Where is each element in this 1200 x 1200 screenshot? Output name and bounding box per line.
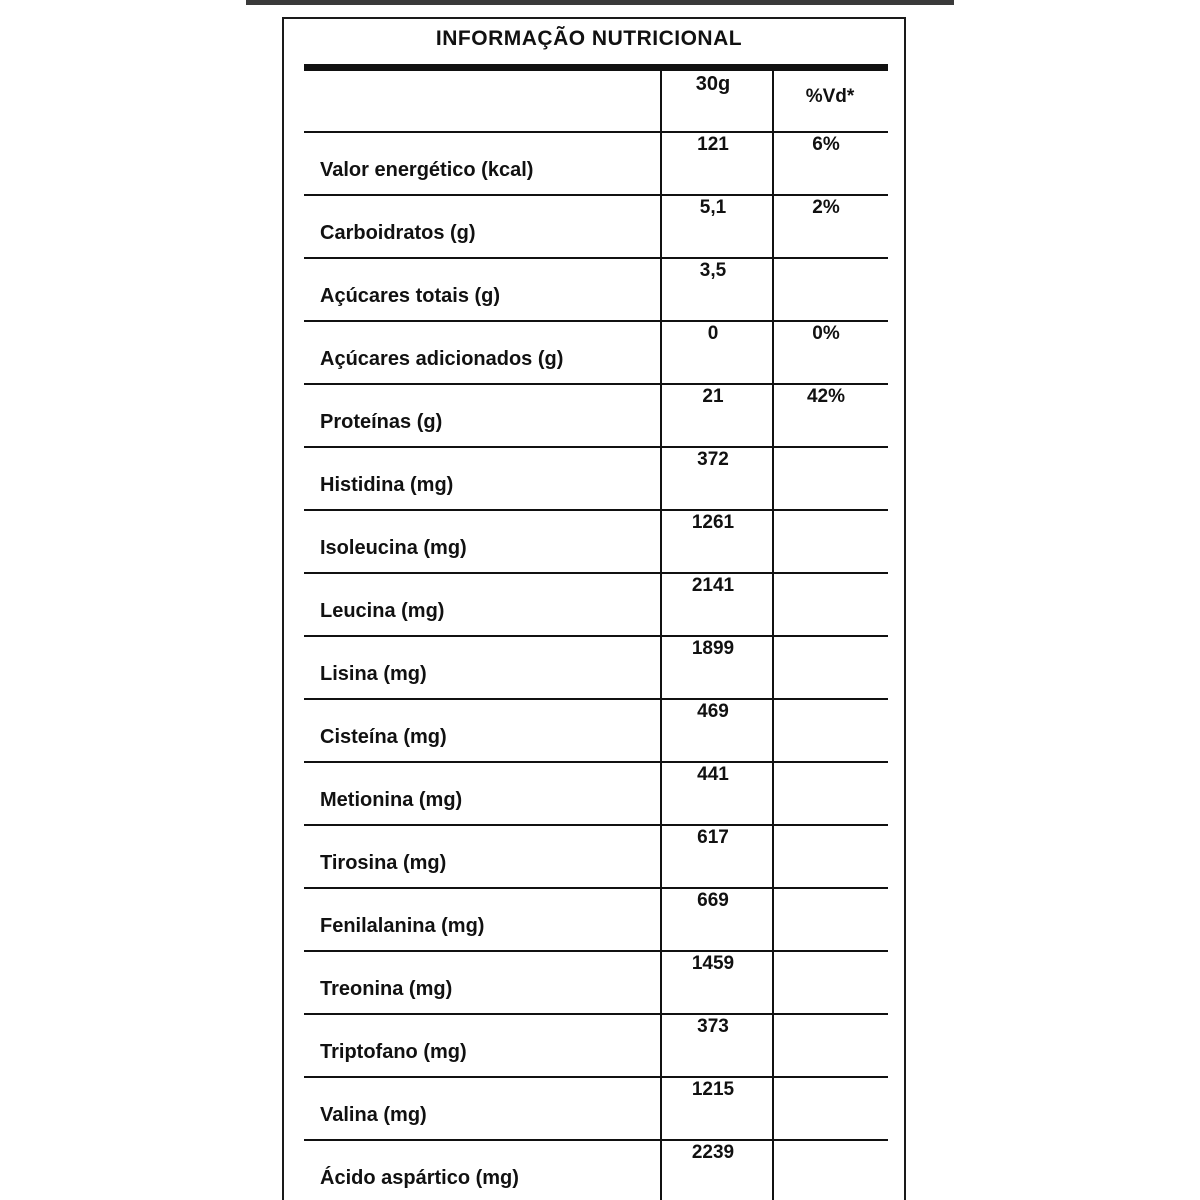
nutrient-quantity: 1261 xyxy=(691,512,735,533)
nutrient-name: Cisteína (mg) xyxy=(320,726,447,748)
daily-value-header: %Vd* xyxy=(805,86,855,107)
nutrition-table xyxy=(304,71,888,1200)
table-row xyxy=(304,322,888,385)
table-header-row xyxy=(304,71,888,133)
nutrient-name: Metionina (mg) xyxy=(320,789,463,811)
nutrient-quantity: 121 xyxy=(697,134,729,155)
nutrient-quantity: 21 xyxy=(702,386,724,407)
nutrient-quantity: 469 xyxy=(697,701,729,722)
nutrient-quantity: 669 xyxy=(697,890,729,911)
nutrient-name: Treonina (mg) xyxy=(320,978,453,1000)
nutrient-name: Tirosina (mg) xyxy=(320,852,447,874)
table-row xyxy=(304,826,888,889)
nutrient-quantity: 373 xyxy=(697,1016,729,1037)
nutrient-name: Açúcares adicionados (g) xyxy=(320,348,564,370)
nutrient-quantity: 1459 xyxy=(691,953,735,974)
table-row xyxy=(304,700,888,763)
table-row xyxy=(304,133,888,196)
nutrient-quantity: 2239 xyxy=(691,1142,735,1163)
nutrient-name: Lisina (mg) xyxy=(320,663,427,685)
nutrient-quantity: 3,5 xyxy=(699,260,727,281)
nutrient-quantity: 441 xyxy=(697,764,729,785)
nutrient-name: Carboidratos (g) xyxy=(320,222,476,244)
nutrient-daily-value: 2% xyxy=(812,197,840,218)
table-row xyxy=(304,448,888,511)
header-portion-cell xyxy=(660,71,772,131)
nutrient-quantity: 372 xyxy=(697,449,729,470)
title-divider xyxy=(304,64,888,71)
table-row xyxy=(304,1015,888,1078)
nutrient-name: Açúcares totais (g) xyxy=(320,285,501,307)
nutrient-name: Ácido aspártico (mg) xyxy=(320,1167,519,1189)
nutrient-name: Valor energético (kcal) xyxy=(320,159,534,181)
table-row xyxy=(304,1141,888,1200)
table-row xyxy=(304,637,888,700)
nutrient-name: Valina (mg) xyxy=(320,1104,427,1126)
nutrient-name: Proteínas (g) xyxy=(320,411,443,433)
table-row xyxy=(304,259,888,322)
top-border-bar xyxy=(246,0,954,5)
nutrient-name: Leucina (mg) xyxy=(320,600,445,622)
table-row xyxy=(304,511,888,574)
nutrient-quantity: 1899 xyxy=(691,638,735,659)
header-vd-cell xyxy=(772,71,886,131)
nutrition-label xyxy=(282,17,906,1200)
table-row xyxy=(304,1078,888,1141)
portion-size: 30g xyxy=(695,73,731,95)
table-row xyxy=(304,952,888,1015)
nutrient-quantity: 0 xyxy=(707,323,719,344)
table-row xyxy=(304,574,888,637)
label-title: INFORMAÇÃO NUTRICIONAL xyxy=(435,27,743,50)
table-row xyxy=(304,889,888,952)
nutrient-name: Fenilalanina (mg) xyxy=(320,915,485,937)
nutrient-quantity: 2141 xyxy=(691,575,735,596)
nutrient-name: Isoleucina (mg) xyxy=(320,537,467,559)
nutrient-quantity: 617 xyxy=(697,827,729,848)
nutrient-quantity: 1215 xyxy=(691,1079,735,1100)
nutrient-daily-value: 42% xyxy=(806,386,846,407)
table-row xyxy=(304,196,888,259)
table-row xyxy=(304,763,888,826)
table-row xyxy=(304,385,888,448)
nutrient-name: Histidina (mg) xyxy=(320,474,454,496)
nutrient-daily-value: 0% xyxy=(812,323,840,344)
nutrient-quantity: 5,1 xyxy=(699,197,727,218)
nutrient-name: Triptofano (mg) xyxy=(320,1041,467,1063)
nutrient-daily-value: 6% xyxy=(812,134,840,155)
